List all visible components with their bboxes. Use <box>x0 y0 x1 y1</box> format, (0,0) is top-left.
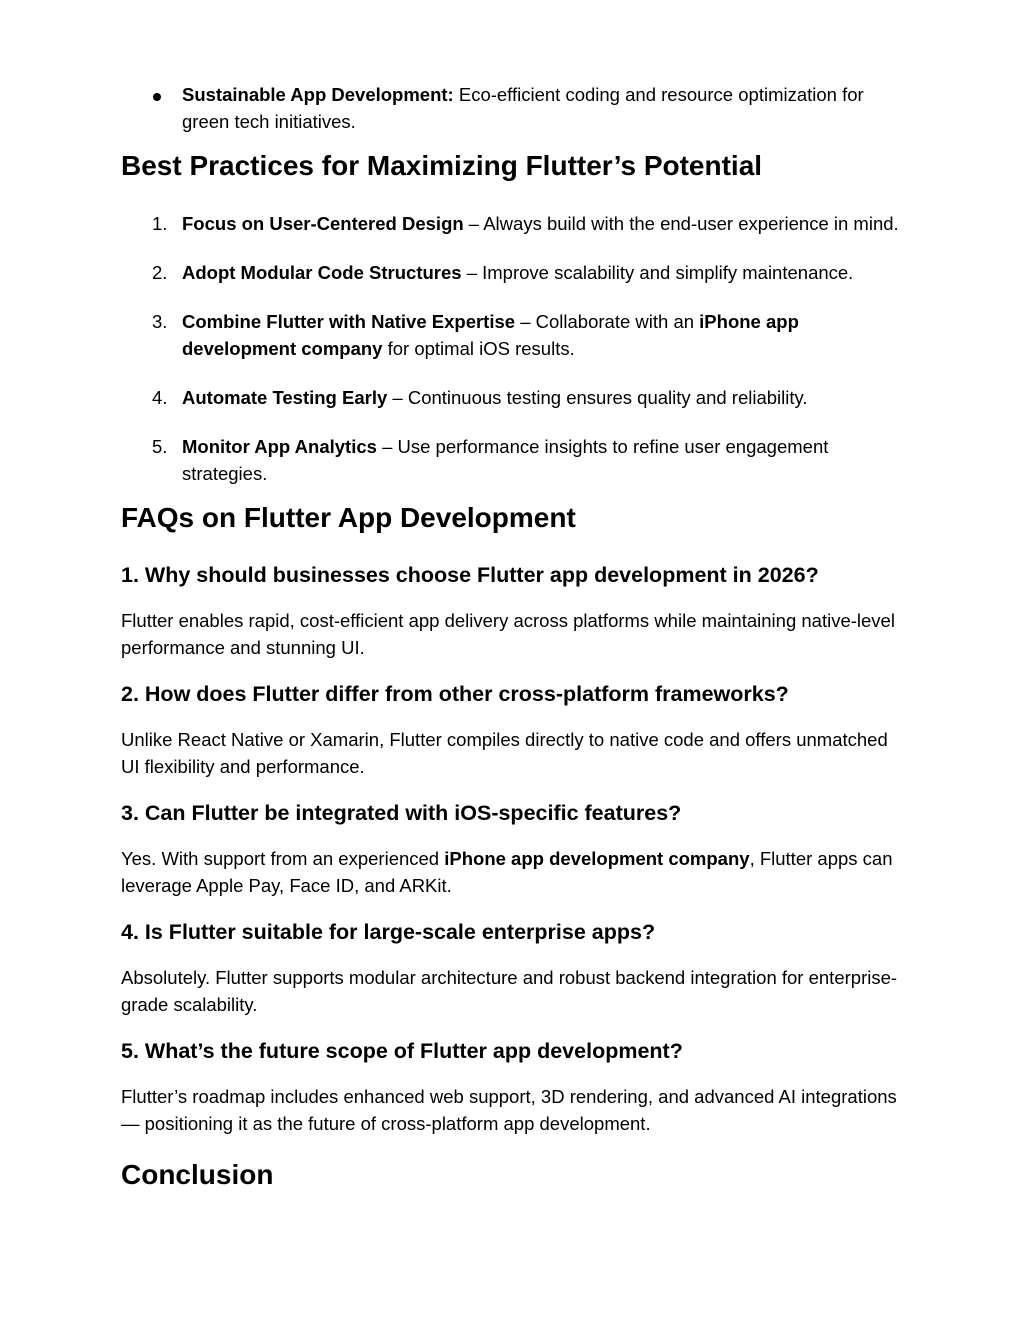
text-run-bold: Monitor App Analytics <box>182 436 377 457</box>
faq-question: 4. Is Flutter suitable for large-scale enterprise apps? <box>121 920 656 944</box>
faq-answer <box>121 845 903 899</box>
faq-answer <box>121 1083 903 1137</box>
list-number-marker: 3. <box>152 311 168 332</box>
faq-question: 2. How does Flutter differ from other cross-platform frameworks? <box>121 682 789 706</box>
faq-answer <box>121 607 903 661</box>
text-run: – Use performance insights to refine user engagement strategies. <box>182 436 829 484</box>
text-run: Unlike React Native or Xamarin, Flutter compiles directly to native code and offers unmatched UI flexibility and performance. <box>121 729 888 777</box>
faq-answer <box>121 726 903 780</box>
text-run: Yes. With support from an experienced <box>121 848 445 869</box>
text-run: – Always build with the end-user experience in mind. <box>463 213 899 234</box>
text-run: Absolutely. Flutter supports modular architecture and robust backend integration for enterprise-grade scalability. <box>121 967 898 1015</box>
text-run: Eco-efficient coding and resource optimization for green tech initiatives. <box>182 84 864 132</box>
list-number-marker: 5. <box>152 436 168 457</box>
text-run-bold: Automate Testing Early <box>182 387 388 408</box>
text-run: – Continuous testing ensures quality and reliability. <box>387 387 808 408</box>
text-run: – Improve scalability and simplify maintenance. <box>461 262 854 283</box>
text-run-bold: Combine Flutter with Native Expertise <box>182 311 516 332</box>
faq-question: 1. Why should businesses choose Flutter app development in 2026? <box>121 563 819 587</box>
text-run: Flutter’s roadmap includes enhanced web support, 3D rendering, and advanced AI integrations — positioning it as the future of cross-platform app development. <box>121 1086 897 1134</box>
text-run: – Collaborate with an <box>515 311 700 332</box>
faq-question: 5. What’s the future scope of Flutter app development? <box>121 1039 683 1063</box>
feature-bullet-list <box>121 81 903 135</box>
text-run-bold: Focus on User-Centered Design <box>182 213 464 234</box>
heading-faqs: FAQs on Flutter App Development <box>121 502 576 533</box>
text-run-bold: Sustainable App Development: <box>182 84 454 105</box>
heading-best-practices: Best Practices for Maximizing Flutter’s Potential <box>121 150 763 181</box>
numbered-list-item <box>121 210 903 237</box>
bullet-list-item <box>121 81 903 135</box>
text-run: , Flutter apps can leverage Apple Pay, Face ID, and ARKit. <box>121 848 893 896</box>
text-run-bold: iPhone app development company <box>444 848 750 869</box>
numbered-list-item <box>121 384 903 411</box>
list-number-marker: 1. <box>152 213 168 234</box>
faq-answer <box>121 964 903 1018</box>
text-run-bold: iPhone app development company <box>182 311 799 359</box>
text-run-bold: Adopt Modular Code Structures <box>182 262 462 283</box>
text-run: Flutter enables rapid, cost-efficient app delivery across platforms while maintaining native-level performance and stunning UI. <box>121 610 895 658</box>
numbered-list-item <box>121 259 903 286</box>
heading-conclusion: Conclusion <box>121 1159 274 1190</box>
text-run: for optimal iOS results. <box>382 338 575 359</box>
bullet-marker <box>153 93 161 101</box>
numbered-list-item <box>121 308 903 362</box>
faq-question: 3. Can Flutter be integrated with iOS-specific features? <box>121 801 682 825</box>
faq-section <box>121 562 903 1137</box>
list-number-marker: 2. <box>152 262 168 283</box>
best-practices-list <box>121 210 903 487</box>
list-number-marker: 4. <box>152 387 168 408</box>
numbered-list-item <box>121 433 903 487</box>
